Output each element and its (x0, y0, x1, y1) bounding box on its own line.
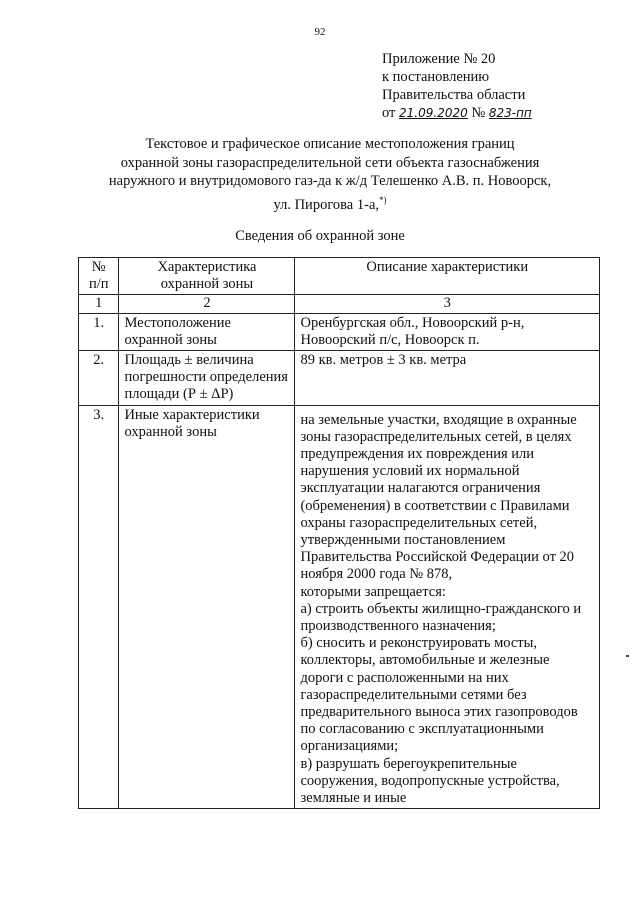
row-characteristic: Площадь ± величина погрешности определения площади (Р ± ΔР) (119, 351, 295, 406)
table-row (79, 351, 600, 406)
column-number: 1 (79, 295, 119, 313)
header-num (79, 258, 119, 295)
title-line-4-wrap (100, 191, 560, 214)
title-line-1: Текстовое и графическое описание местоположения границ (145, 136, 515, 152)
appendix-line-1: Приложение № 20 (382, 51, 496, 67)
header-description: Описание характеристики (295, 258, 600, 295)
appendix-number-prefix: № (471, 105, 486, 121)
header-characteristic-line1: Характеристика (157, 259, 257, 275)
document-title (100, 135, 560, 214)
column-number-row (79, 295, 600, 313)
appendix-date: 21.09.2020 (399, 106, 468, 120)
row-num: 3. (79, 405, 119, 809)
row-num: 2. (79, 351, 119, 406)
column-number: 3 (295, 295, 600, 313)
header-num-line1: № (91, 259, 106, 275)
appendix-date-line (382, 104, 532, 122)
appendix-number: 823-пп (488, 106, 532, 120)
row-description: на земельные участки, входящие в охранные зоны газораспределительных сетей, в целях предупреждения их повреждения или нарушения условий их нормальной эксплуатации налагаются ограничения (обременения) в соответствии с Правилами охраны газораспределительных сетей, утвержденными постановлением Правительства Российской Федерации от 20 ноября 2000 года № 878, которыми запрещается: а) строить объекты жилищно-гражданского и производственного назначения; б) сносить и реконструировать мосты, коллекторы, автомобильные и железные дороги с расположенными на них газораспределительными сетями без предварительного выноса этих газопроводов по согласованию с эксплуатационными организациями; в) разрушать берегоукрепительные сооружения, водопропускные устройства, земляные и иные (295, 405, 600, 809)
title-line-2: охранной зоны газораспределительной сети объекта газоснабжения (120, 154, 540, 171)
column-number: 2 (119, 295, 295, 313)
title-line-4: ул. Пирогова 1-а, (273, 196, 380, 213)
zone-info-table (78, 257, 600, 809)
appendix-from-prefix: от (382, 105, 396, 121)
footnote-mark: *) (379, 194, 387, 205)
section-subtitle: Сведения об охранной зоне (235, 228, 405, 244)
header-num-line2: п/п (88, 276, 109, 293)
header-characteristic-line2: охранной зоны (160, 276, 254, 293)
appendix-line-3: Правительства области (382, 87, 526, 103)
row-characteristic: Местоположение охранной зоны (119, 313, 295, 350)
appendix-line-2: к постановлению (382, 69, 490, 85)
appendix-block (382, 50, 532, 122)
table-row (79, 313, 600, 350)
header-characteristic (119, 258, 295, 295)
row-description: Оренбургская обл., Новоорский р-н, Новоорский п/с, Новоорск п. (295, 313, 600, 350)
scan-artifact (626, 655, 629, 657)
row-characteristic: Иные характеристики охранной зоны (119, 405, 295, 809)
table-row (79, 405, 600, 809)
page-number: 92 (314, 26, 326, 38)
row-num: 1. (79, 313, 119, 350)
row-description: 89 кв. метров ± 3 кв. метра (295, 351, 600, 406)
table-header-row (79, 258, 600, 295)
title-line-3: наружного и внутридомового газ-да к ж/д Телешенко А.В. п. Новоорск, (108, 173, 552, 189)
